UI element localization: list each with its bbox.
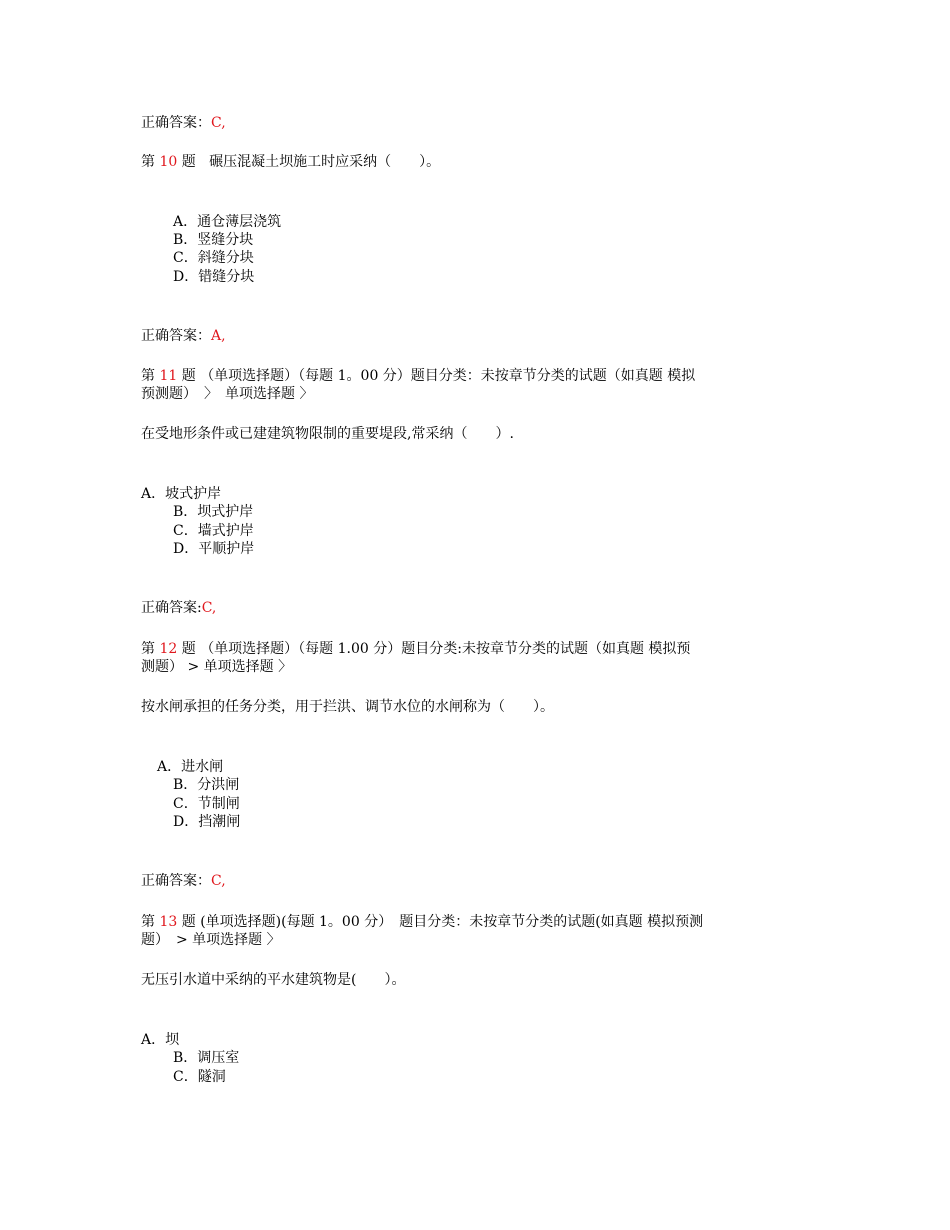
answer-value: A, <box>211 328 226 344</box>
question-prefix: 第 <box>141 368 160 384</box>
option-c[interactable]: C．节制闸 <box>173 796 240 812</box>
option-d[interactable]: D．平顺护岸 <box>173 541 255 557</box>
question-number: 12 <box>159 641 178 657</box>
question-suffix: 题 <box>177 641 196 657</box>
answer-label: 正确答案： <box>141 115 211 131</box>
option-d[interactable]: D．错缝分块 <box>173 269 255 285</box>
question-meta: （单项选择题）（每题 1。00 分）题目分类：未按章节分类的试题（如真题 模拟 <box>200 368 696 384</box>
question-meta: (单项选择题)(每题 1。00 分） 题目分类：未按章节分类的试题(如真题 模拟预测 <box>200 914 704 930</box>
question-number: 13 <box>159 914 178 930</box>
option-c[interactable]: C．隧洞 <box>173 1069 226 1085</box>
question-meta: （单项选择题）（每题 1.00 分）题目分类:未按章节分类的试题（如真题 模拟预 <box>200 641 691 657</box>
option-a[interactable]: A．坡式护岸 <box>141 486 222 502</box>
answer-line-q10 <box>141 327 226 346</box>
question-text: 碾压混凝土坝施工时应采纳（ ）。 <box>209 154 441 170</box>
question-prefix: 第 <box>141 914 160 930</box>
question-meta-cont: 预测题） 〉 单项选择题 〉 <box>141 386 314 402</box>
question-title-q10 <box>141 153 440 172</box>
question-meta-cont: 题） > 单项选择题 〉 <box>141 932 281 948</box>
answer-line-q11 <box>141 599 216 618</box>
option-a[interactable]: A．进水闸 <box>157 759 224 775</box>
answer-value: C, <box>211 873 226 889</box>
question-title-q12 <box>141 640 690 659</box>
answer-label: 正确答案： <box>141 873 211 889</box>
answer-label: 正确答案： <box>141 328 211 344</box>
answer-value: C, <box>201 600 217 616</box>
question-suffix: 题 <box>177 154 196 170</box>
question-suffix: 题 <box>177 368 196 384</box>
answer-line-q12 <box>141 872 226 891</box>
question-number: 11 <box>159 368 178 384</box>
question-title-q11 <box>141 367 695 386</box>
question-prefix: 第 <box>141 641 160 657</box>
option-b[interactable]: B．分洪闸 <box>173 777 240 793</box>
answer-line-q9 <box>141 114 226 133</box>
question-text: 在受地形条件或已建建筑物限制的重要堤段,常采纳（ ）. <box>141 426 514 442</box>
option-b[interactable]: B．竖缝分块 <box>173 232 254 248</box>
option-c[interactable]: C．墙式护岸 <box>173 523 254 539</box>
option-b[interactable]: B．调压室 <box>173 1050 240 1066</box>
question-suffix: 题 <box>177 914 196 930</box>
option-c[interactable]: C．斜缝分块 <box>173 250 254 266</box>
option-d[interactable]: D．挡潮闸 <box>173 814 241 830</box>
question-text: 无压引水道中采纳的平水建筑物是( ）。 <box>141 972 406 988</box>
question-prefix: 第 <box>141 154 160 170</box>
option-a[interactable]: A．坝 <box>141 1032 180 1048</box>
question-title-q13 <box>141 913 703 932</box>
question-text: 按水闸承担的任务分类，用于拦洪、调节水位的水闸称为（ ）。 <box>141 699 554 715</box>
question-number: 10 <box>159 154 178 170</box>
answer-label: 正确答案: <box>141 600 202 616</box>
option-b[interactable]: B．坝式护岸 <box>173 504 254 520</box>
question-meta-cont: 测题） > 单项选择题 〉 <box>141 659 293 675</box>
answer-value: C, <box>211 115 226 131</box>
option-a[interactable]: A．通仓薄层浇筑 <box>173 214 282 230</box>
